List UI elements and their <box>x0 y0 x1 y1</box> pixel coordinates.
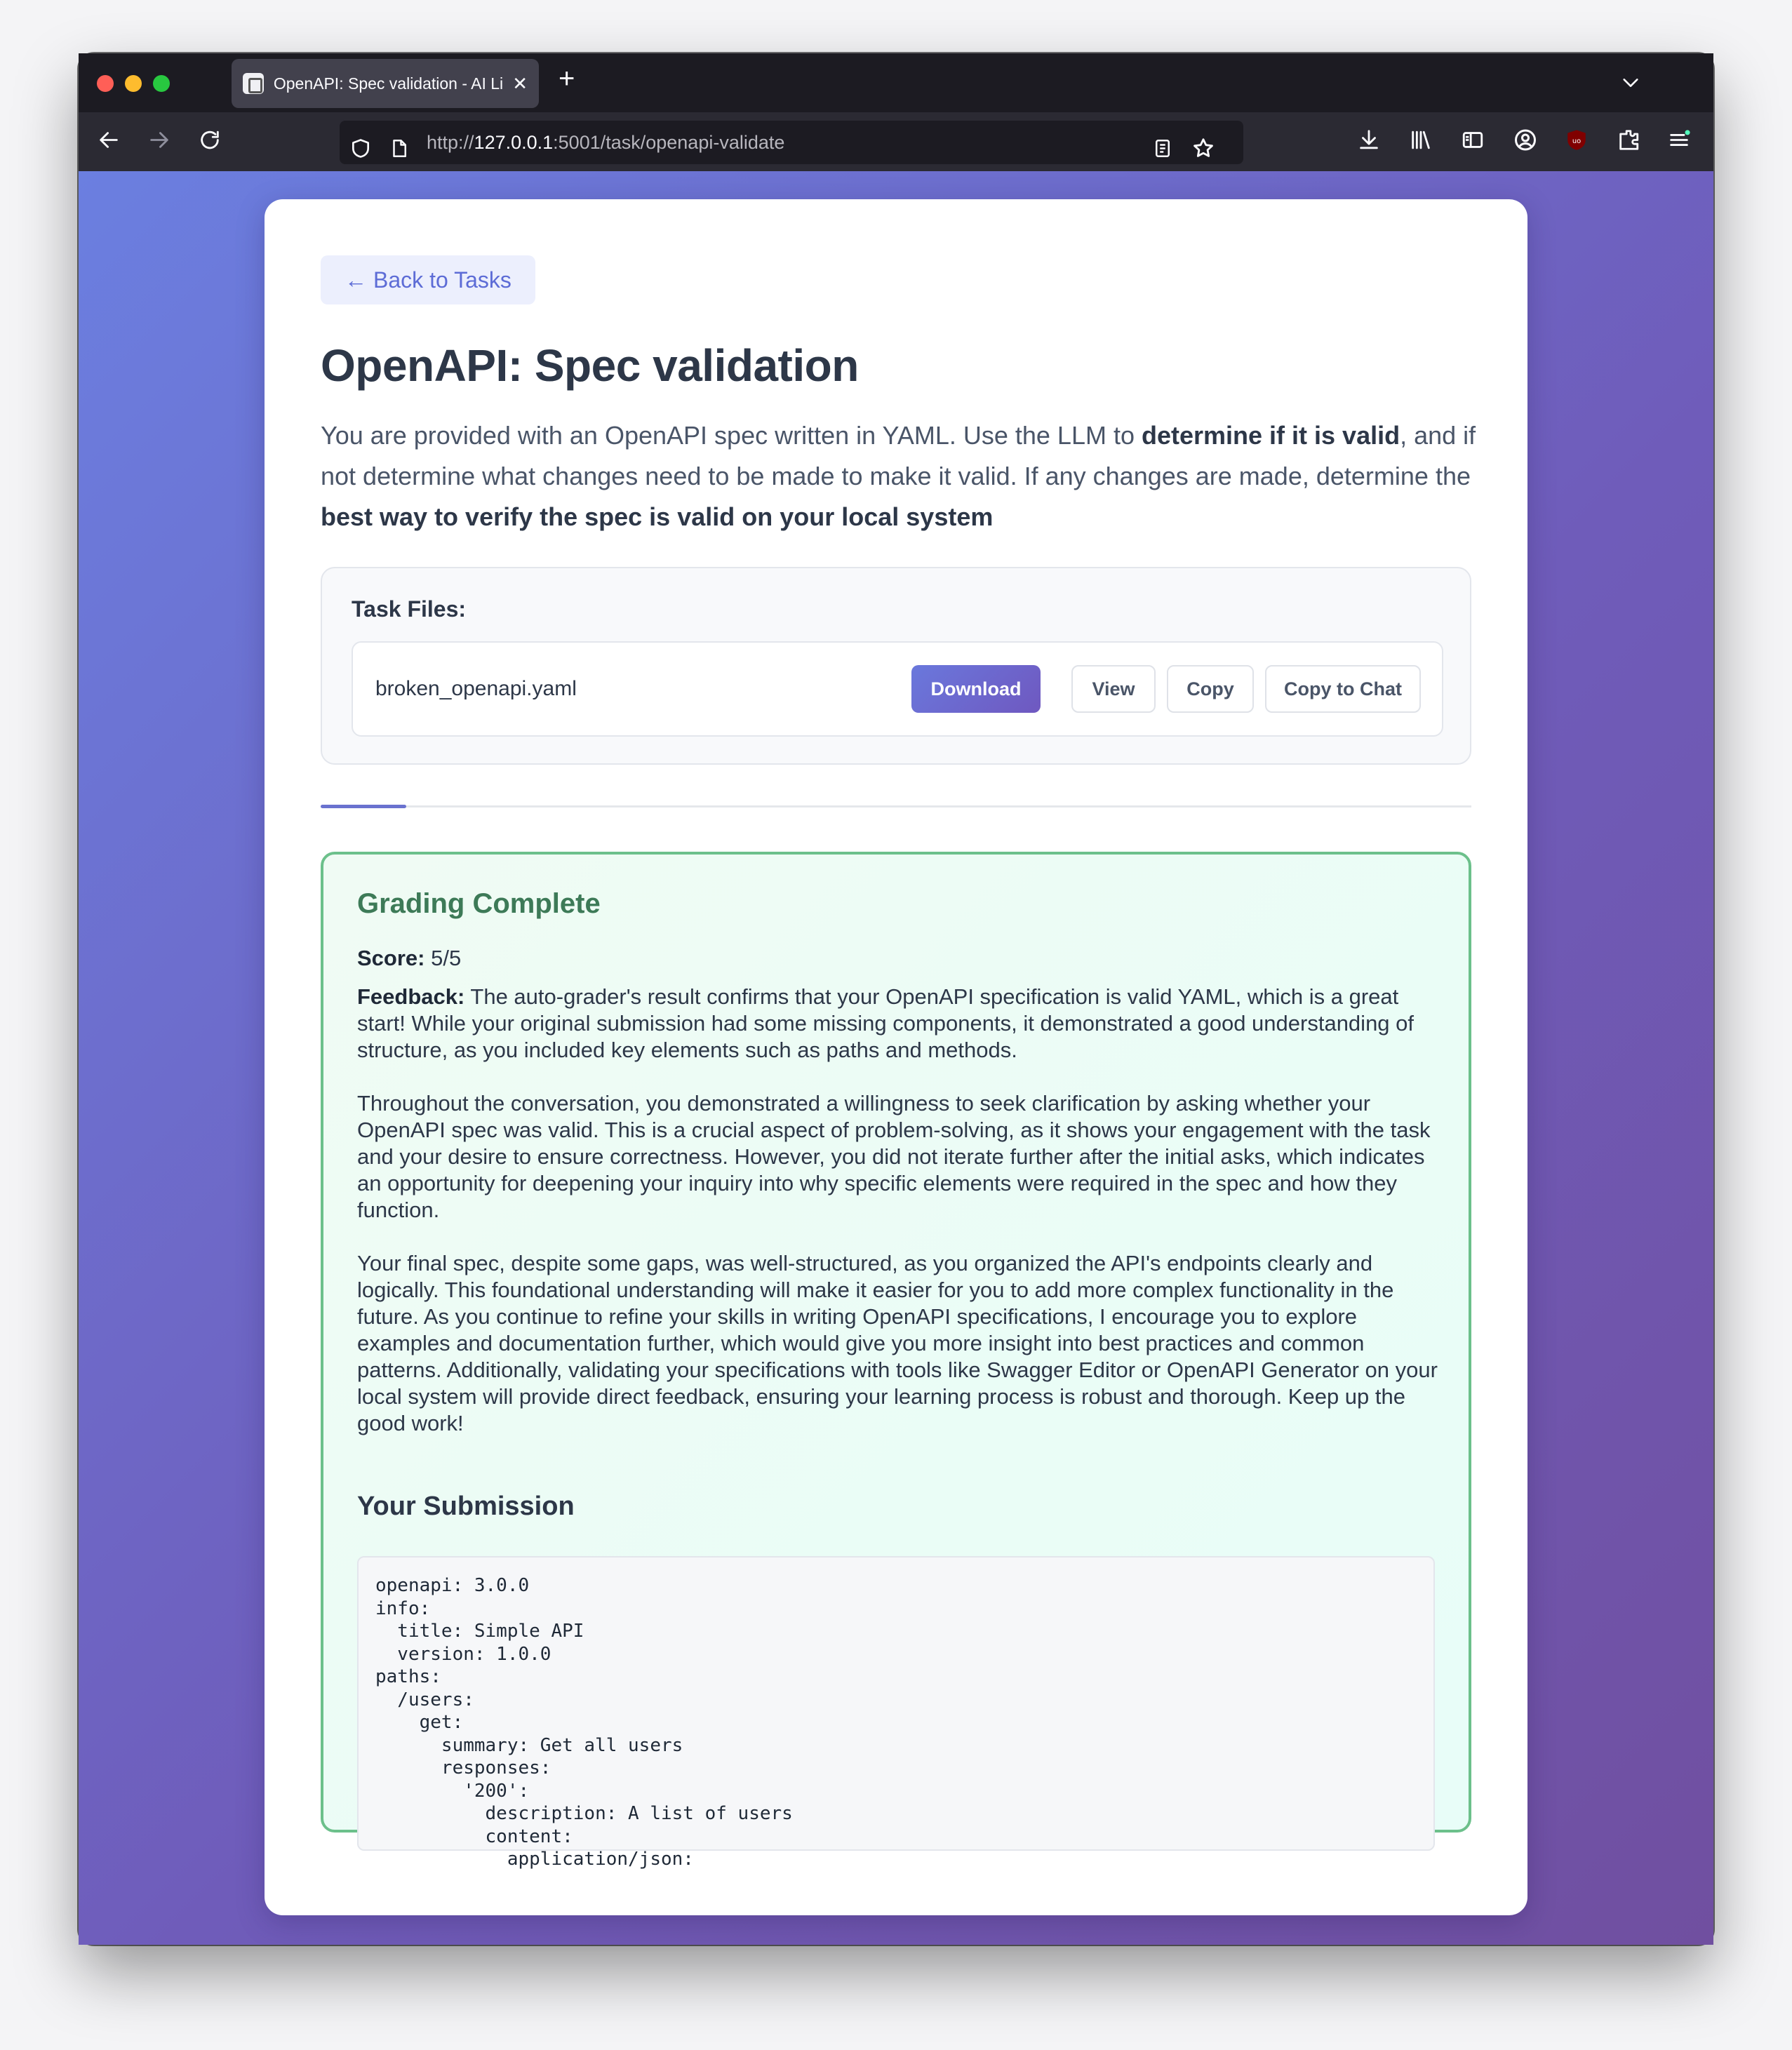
address-bar[interactable] <box>340 121 1243 164</box>
url-prefix: http:// <box>427 132 474 153</box>
reader-mode-icon[interactable] <box>1152 138 1173 163</box>
copy-to-chat-button[interactable]: Copy to Chat <box>1265 665 1421 713</box>
menu-icon[interactable] <box>1667 128 1691 156</box>
browser-window <box>79 53 1713 1945</box>
svg-text:uo: uo <box>1572 137 1582 145</box>
navigation-toolbar <box>79 112 1713 171</box>
submission-title: Your Submission <box>357 1492 575 1521</box>
shield-icon[interactable] <box>349 138 372 163</box>
tab-list-chevron-icon[interactable] <box>1621 73 1640 96</box>
library-icon[interactable] <box>1409 128 1433 156</box>
submission-code-block[interactable] <box>357 1556 1435 1870</box>
feedback-label: Feedback: <box>357 984 465 1009</box>
feedback-paragraph-3: Your final spec, despite some gaps, was well-structured, as you organized the API's endpoints clearly and logically. This foundational understanding will make it easier for you to add more complex functionality in the future. As you continue to refine your skills in writing OpenAPI specifications, I encourage you to explore examples and documentation further, which would give you more insight into best practices and common patterns. Additionally, validating your specifications with tools like Swagger Editor or OpenAPI Generator on your local system will provide direct feedback, ensuring your learning process is robust and thorough. Keep up the good work! <box>357 1251 1438 1435</box>
tab-favicon-icon <box>243 73 264 94</box>
title-bar <box>79 53 1713 112</box>
description-emphasis-1: determine if it is valid <box>1141 421 1400 450</box>
download-icon[interactable] <box>1357 128 1381 156</box>
feedback-text <box>357 984 1445 1463</box>
feedback-paragraph-2: Throughout the conversation, you demonstrated a willingness to seek clarification by asking whether your OpenAPI spec was valid. This is a crucial aspect of problem-solving, as it shows your engagement with the task and your desire to ensure correctness. However, you did not iterate further after the initial asks, which indicates an opportunity for deepening your inquiry into why specific elements were required in the spec and how they function. <box>357 1091 1431 1222</box>
progress-fill <box>321 805 406 808</box>
sidebar-icon[interactable] <box>1461 128 1485 156</box>
progress-track <box>321 805 1471 808</box>
tab-close-icon[interactable]: ✕ <box>512 73 528 94</box>
submission-code: openapi: 3.0.0 info: title: Simple API version: 1.0.0 paths: /users: get: summary: Get all users responses: '200': description: A list of users content: application/json: <box>375 1575 793 1870</box>
download-button[interactable]: Download <box>911 665 1041 713</box>
grading-result-panel <box>321 852 1471 1870</box>
page-icon <box>389 138 410 163</box>
reload-icon[interactable] <box>198 128 222 156</box>
browser-tab-active[interactable] <box>232 59 539 108</box>
description-text-1: You are provided with an OpenAPI spec written in YAML. Use the LLM to <box>321 421 1142 450</box>
maximize-window-button[interactable] <box>153 75 170 92</box>
page-viewport <box>79 171 1713 1945</box>
url-host: 127.0.0.1 <box>474 132 554 153</box>
back-arrow-icon[interactable] <box>97 128 121 156</box>
score-value: 5/5 <box>431 946 462 970</box>
score-line <box>357 946 461 971</box>
url-path: :5001/task/openapi-validate <box>553 132 785 153</box>
new-tab-button[interactable]: + <box>559 63 575 94</box>
extensions-icon[interactable] <box>1617 128 1640 156</box>
task-files-panel <box>321 567 1471 765</box>
description-emphasis-2: best way to verify the spec is valid on your local system <box>321 502 994 531</box>
feedback-paragraph <box>357 984 1445 1064</box>
task-card <box>265 199 1527 1915</box>
page-title: OpenAPI: Spec validation <box>321 340 859 391</box>
minimize-window-button[interactable] <box>125 75 142 92</box>
grading-title: Grading Complete <box>357 888 601 919</box>
file-name: broken_openapi.yaml <box>375 677 577 700</box>
forward-arrow-icon[interactable] <box>147 128 171 156</box>
back-to-tasks-button[interactable]: ← Back to Tasks <box>321 255 535 304</box>
feedback-paragraph-1: The auto-grader's result confirms that your OpenAPI specification is valid YAML, which is a great start! While your original submission had some missing components, it demonstrated a good understanding of structure, as you included key elements such as paths and methods. <box>357 984 1415 1062</box>
url-text[interactable] <box>427 121 784 164</box>
ublock-icon[interactable] <box>1565 128 1589 156</box>
task-description <box>321 415 1478 537</box>
account-icon[interactable] <box>1513 128 1538 156</box>
description-text-2: , and if not determine what changes need to be made to make it valid. If any changes are made, determine the <box>321 421 1476 490</box>
task-files-label: Task Files: <box>352 596 467 622</box>
tab-title: OpenAPI: Spec validation - AI Li <box>273 74 504 93</box>
copy-button[interactable]: Copy <box>1167 665 1254 713</box>
score-label: Score: <box>357 946 425 970</box>
bookmark-star-icon[interactable] <box>1191 137 1215 164</box>
close-window-button[interactable] <box>97 75 114 92</box>
view-button[interactable]: View <box>1071 665 1156 713</box>
file-row <box>352 641 1443 737</box>
